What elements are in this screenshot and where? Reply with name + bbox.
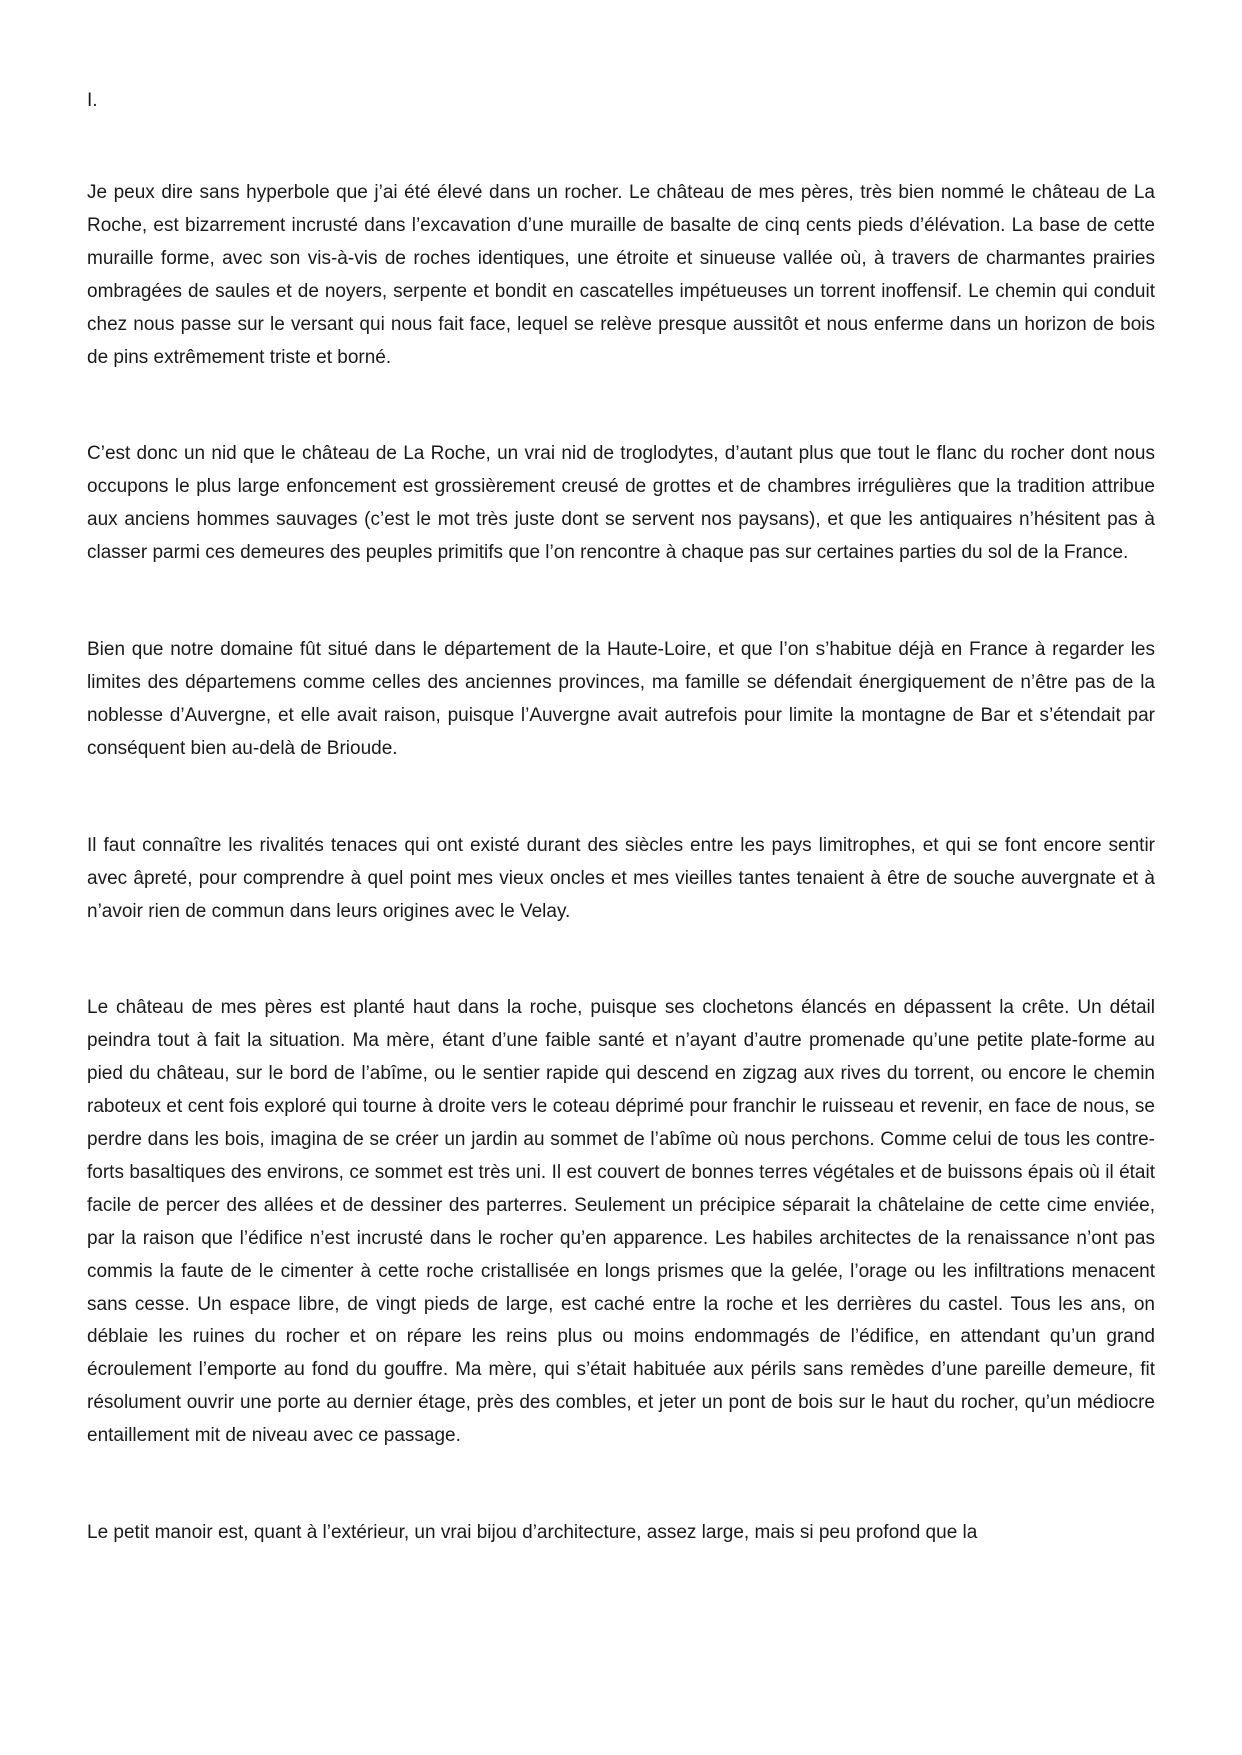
paragraph-4: Il faut connaître les rivalités tenaces qui ont existé durant des siècles entre les pays limitrophes, et qui se font encore sentir avec âpreté, pour comprendre à quel point mes vieux oncles et mes vieilles tantes tenaient à être de souche auvergnate et à n’avoir rien de commun dans leurs origines avec le Velay.	[87, 834, 1155, 922]
paragraph-5: Le château de mes pères est planté haut dans la roche, puisque ses clochetons élancés en dépassent la crête. Un détail peindra tout à fait la situation. Ma mère, étant d’une faible santé et n’ayant d’autre promenade qu’une petite plate-forme au pied du château, sur le bord de l’abîme, ou le sentier rapide qui descend en zigzag aux rives du torrent, ou encore le chemin raboteux et cent fois exploré qui tourne à droite vers le coteau déprimé pour franchir le ruisseau et revenir, en face de nous, se perdre dans les bois, imagina de se créer un jardin au sommet de l’abîme où nous perchons. Comme celui de tous les contre-forts basaltiques des environs, ce sommet est très uni. Il est couvert de bonnes terres végétales et de buissons épais où il était facile de percer des allées et de dessiner des parterres. Seulement un précipice séparait la châtelaine de cette cime enviée, par la raison que l’édifice n’est incrusté dans le rocher qu’en apparence. Les habiles architectes de la renaissance n’ont pas commis la faute de le cimenter à cette roche cristallisée en longs prismes que la gelée, l’orage ou les infiltrations menacent sans cesse. Un espace libre, de vingt pieds de large, est caché entre la roche et les derrières du castel. Tous les ans, on déblaie les ruines du rocher et on répare les reins plus ou moins endommagés de l’édifice, en attendant qu’un grand écroulement l’emporte au fond du gouffre. Ma mère, qui s’était habituée aux périls sans remèdes d’une pareille demeure, fit résolument ouvrir une porte au dernier étage, près des combles, et jeter un pont de bois sur le haut du rocher, qu’un médiocre entaillement mit de niveau avec ce passage.	[87, 997, 1155, 1447]
chapter-number: I.	[87, 90, 98, 111]
paragraph-2: C’est donc un nid que le château de La Roche, un vrai nid de troglodytes, d’autant plus que tout le flanc du rocher dont nous occupons le plus large enfoncement est grossièrement creusé de grottes et de chambres irrégulières que la tradition attribue aux anciens hommes sauvages (c’est le mot très juste dont se servent nos paysans), et que les antiquaires n’hésitent pas à classer parmi ces demeures des peuples primitifs que l’on rencontre à chaque pas sur certaines parties du sol de la France.	[87, 443, 1155, 564]
paragraph-3: Bien que notre domaine fût situé dans le département de la Haute-Loire, et que l’on s’habitue déjà en France à regarder les limites des départemens comme celles des anciennes provinces, ma famille se défendait énergiquement de n’être pas de la noblesse d’Auvergne, et elle avait raison, puisque l’Auvergne avait autrefois pour limite la montagne de Bar et s’étendait par conséquent bien au-delà de Brioude.	[87, 639, 1155, 759]
paragraph-6: Le petit manoir est, quant à l’extérieur, un vrai bijou d’architecture, assez large, mais si peu profond que la	[87, 1522, 978, 1544]
paragraph-1: Je peux dire sans hyperbole que j’ai été élevé dans un rocher. Le château de mes pères, très bien nommé le château de La Roche, est bizarrement incrusté dans l’excavation d’une muraille de basalte de cinq cents pieds d’élévation. La base de cette muraille forme, avec son vis-à-vis de roches identiques, une étroite et sinueuse vallée où, à travers de charmantes prairies ombragées de saules et de noyers, serpente et bondit en cascatelles impétueuses un torrent inoffensif. Le chemin qui conduit chez nous passe sur le versant qui nous fait face, lequel se relève presque aussitôt et nous enferme dans un horizon de bois de pins extrêmement triste et borné.	[87, 182, 1155, 368]
